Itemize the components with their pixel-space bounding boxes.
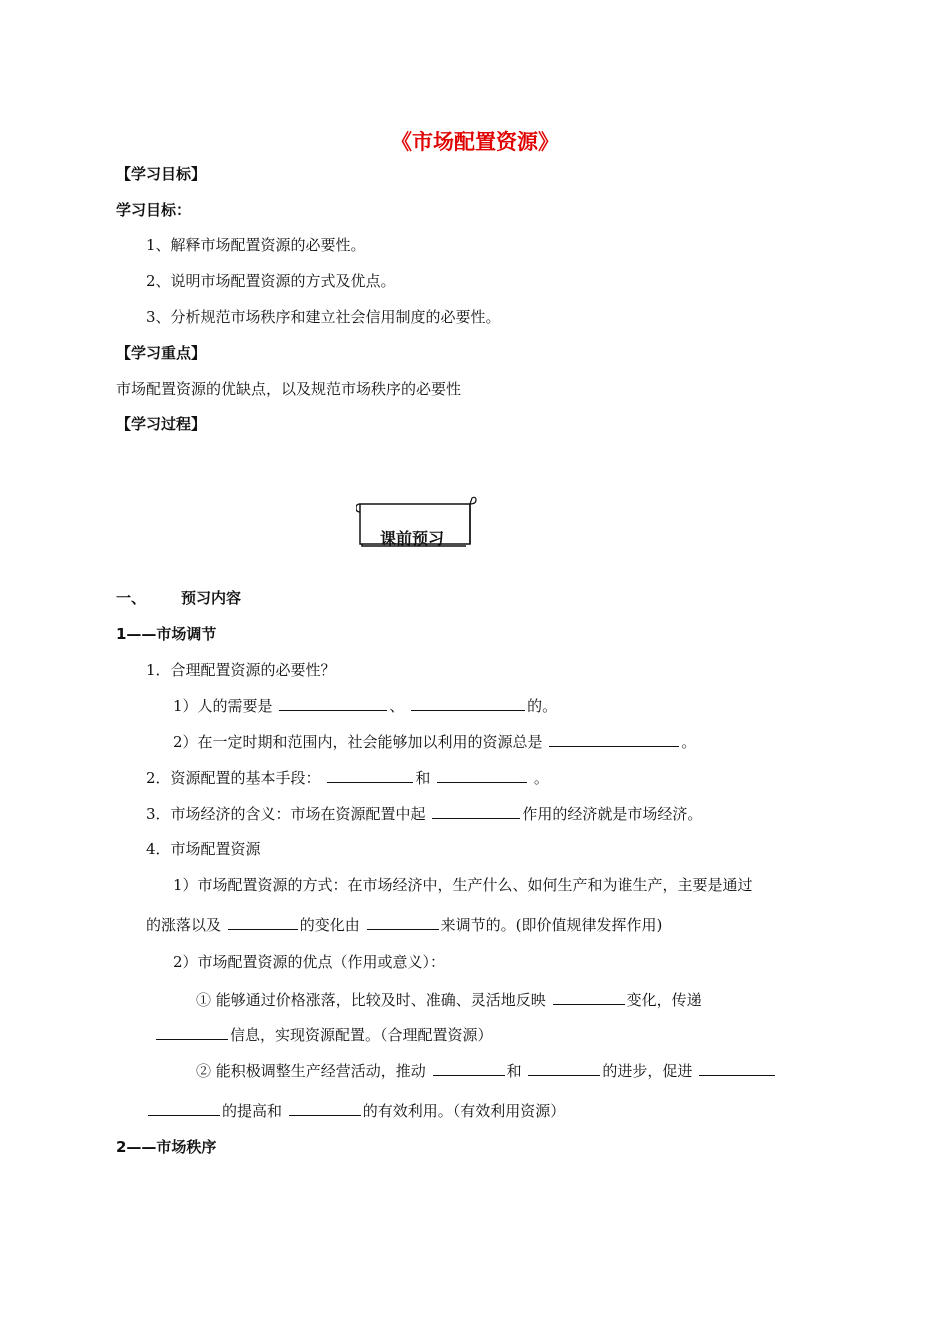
fill-blank[interactable] [156, 1024, 228, 1040]
question-4: 4．市场配置资源 [146, 840, 261, 858]
advantage-2-line1 [196, 1060, 777, 1081]
fill-blank[interactable] [437, 767, 527, 783]
question-2 [146, 767, 549, 788]
fill-blank[interactable] [432, 803, 520, 819]
q4-1-end: 来调节的。(即价值规律发挥作用) [440, 916, 663, 934]
adv1-end: 变化，传递 [626, 991, 702, 1009]
fill-blank[interactable] [148, 1100, 220, 1116]
adv1-line2-text: 信息，实现资源配置。（合理配置资源） [230, 1026, 493, 1044]
q2-text: 2．资源配置的基本手段： [146, 769, 321, 787]
advantage-1-line2 [154, 1024, 493, 1045]
fill-blank[interactable] [228, 914, 298, 930]
focus-header: 【学习重点】 [116, 344, 207, 362]
adv2-and: 和 [506, 1062, 522, 1080]
adv2-text: ② 能积极调整生产经营活动，推动 [196, 1062, 426, 1080]
section-number: 一、 [116, 589, 147, 607]
fill-blank[interactable] [549, 731, 679, 747]
fill-blank[interactable] [699, 1060, 775, 1076]
focus-text: 市场配置资源的优缺点，以及规范市场秩序的必要性 [116, 380, 462, 398]
goals-label: 学习目标： [116, 201, 192, 219]
question-1-2 [173, 731, 696, 752]
question-4-2: 2）市场配置资源的优点（作用或意义）： [173, 953, 446, 971]
q1-1-text: 1）人的需要是 [173, 697, 273, 715]
process-header: 【学习过程】 [116, 415, 207, 433]
goal-item-1: 1、解释市场配置资源的必要性。 [146, 236, 366, 254]
q1-2-end: 。 [681, 733, 697, 751]
question-1: 1．合理配置资源的必要性？ [146, 661, 336, 679]
subsection-market-regulation: 1——市场调节 [116, 625, 217, 643]
advantage-1-line1 [196, 989, 702, 1010]
adv2-line2-end: 的有效利用。（有效利用资源） [362, 1102, 566, 1120]
subsection-market-order: 2——市场秩序 [116, 1138, 217, 1156]
advantage-2-line2 [146, 1100, 565, 1121]
question-3 [146, 803, 702, 824]
goal-item-3: 3、分析规范市场秩序和建立社会信用制度的必要性。 [146, 308, 501, 326]
q2-end: 。 [533, 769, 549, 787]
goal-item-2: 2、说明市场配置资源的方式及优点。 [146, 272, 396, 290]
fill-blank[interactable] [433, 1060, 505, 1076]
preview-banner-label: 课前预习 [380, 529, 445, 548]
goals-header: 【学习目标】 [116, 165, 207, 183]
fill-blank[interactable] [289, 1100, 361, 1116]
fill-blank[interactable] [411, 695, 525, 711]
q3-text: 3．市场经济的含义：市场在资源配置中起 [146, 805, 426, 823]
document-title: 《市场配置资源》 [391, 130, 559, 154]
question-4-1-line2 [146, 914, 662, 935]
fill-blank[interactable] [279, 695, 387, 711]
q3-end: 作用的经济就是市场经济。 [522, 805, 703, 823]
section-title: 预习内容 [181, 589, 242, 607]
adv1-text: ① 能够通过价格涨落，比较及时、准确、灵活地反映 [196, 991, 546, 1009]
fill-blank[interactable] [528, 1060, 600, 1076]
q4-1-text: 的涨落以及 [146, 916, 222, 934]
adv2-line2-text: 的提高和 [222, 1102, 283, 1120]
q1-2-text: 2）在一定时期和范围内，社会能够加以利用的资源总是 [173, 733, 543, 751]
fill-blank[interactable] [367, 914, 439, 930]
q1-1-end: 的。 [527, 697, 558, 715]
adv2-end: 的进步，促进 [602, 1062, 693, 1080]
question-4-1-line1: 1）市场配置资源的方式：在市场经济中，生产什么、如何生产和为谁生产，主要是通过 [173, 876, 753, 894]
fill-blank[interactable] [553, 989, 625, 1005]
question-1-1 [173, 695, 557, 716]
q2-and: 和 [415, 769, 431, 787]
fill-blank[interactable] [327, 767, 413, 783]
q4-1-mid: 的变化由 [299, 916, 360, 934]
q1-1-sep: 、 [389, 697, 405, 715]
